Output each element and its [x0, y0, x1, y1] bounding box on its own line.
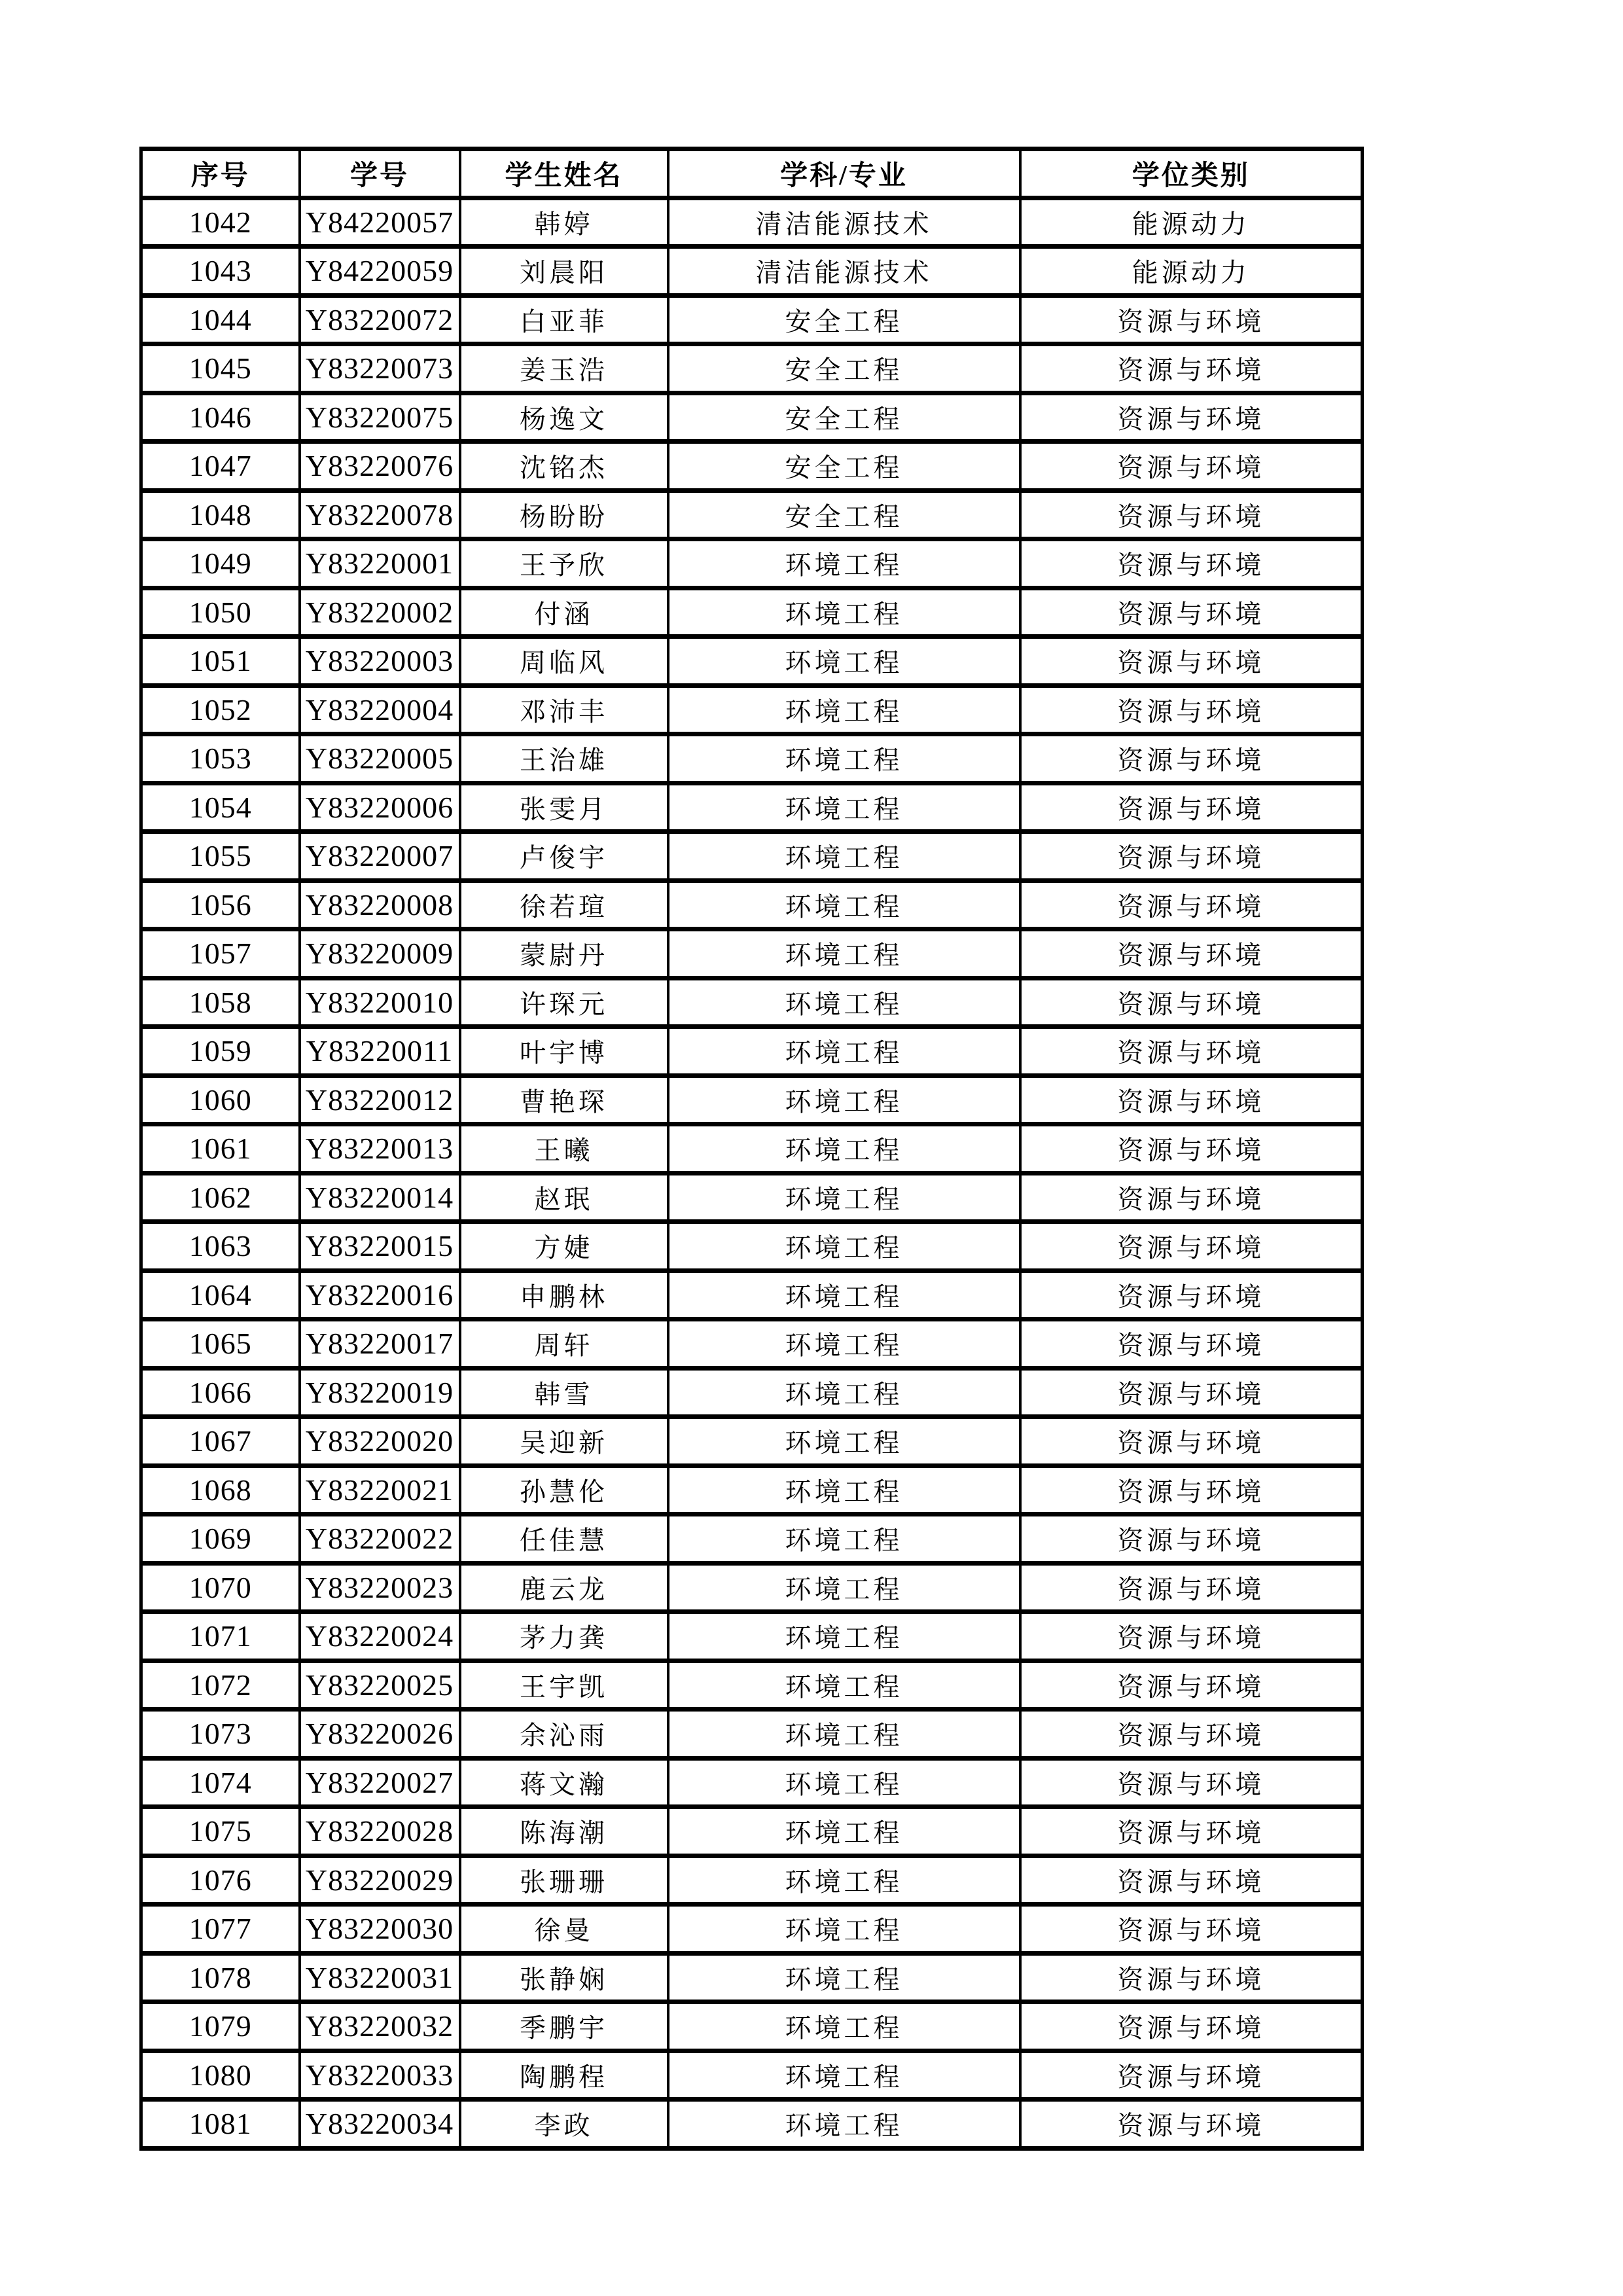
table-row	[141, 978, 1363, 1027]
cell-serial-number: 1074	[141, 1758, 300, 1807]
cell-student-id: Y83220073	[300, 344, 460, 393]
cell-major: 环境工程	[668, 1417, 1020, 1466]
cell-degree-category: 资源与环境	[1020, 880, 1363, 929]
table-row	[141, 1222, 1363, 1271]
table-row	[141, 1563, 1363, 1612]
cell-student-id: Y83220019	[300, 1368, 460, 1417]
cell-major: 环境工程	[668, 1758, 1020, 1807]
cell-degree-category: 资源与环境	[1020, 1660, 1363, 1710]
table-row	[141, 295, 1363, 344]
cell-student-name: 姜玉浩	[460, 344, 668, 393]
table-row	[141, 1710, 1363, 1759]
table-row	[141, 637, 1363, 686]
cell-serial-number: 1055	[141, 832, 300, 881]
cell-degree-category: 资源与环境	[1020, 1319, 1363, 1369]
cell-student-id: Y83220078	[300, 490, 460, 539]
cell-degree-category: 资源与环境	[1020, 1807, 1363, 1856]
cell-serial-number: 1062	[141, 1173, 300, 1222]
cell-student-name: 周轩	[460, 1319, 668, 1369]
table-row	[141, 734, 1363, 783]
cell-student-name: 韩雪	[460, 1368, 668, 1417]
cell-student-id: Y83220030	[300, 1905, 460, 1954]
cell-serial-number: 1056	[141, 880, 300, 929]
table-row	[141, 1856, 1363, 1905]
cell-student-id: Y83220031	[300, 1953, 460, 2002]
cell-major: 环境工程	[668, 1465, 1020, 1515]
cell-degree-category: 资源与环境	[1020, 1856, 1363, 1905]
table-row	[141, 1660, 1363, 1710]
cell-serial-number: 1052	[141, 685, 300, 734]
cell-serial-number: 1058	[141, 978, 300, 1027]
cell-major: 环境工程	[668, 2051, 1020, 2100]
cell-serial-number: 1065	[141, 1319, 300, 1369]
cell-major: 环境工程	[668, 1807, 1020, 1856]
cell-major: 环境工程	[668, 880, 1020, 929]
table-row	[141, 1368, 1363, 1417]
cell-major: 安全工程	[668, 442, 1020, 491]
table-row	[141, 2100, 1363, 2149]
table-row	[141, 1905, 1363, 1954]
cell-major: 环境工程	[668, 1319, 1020, 1369]
cell-serial-number: 1059	[141, 1027, 300, 1076]
cell-student-name: 许琛元	[460, 978, 668, 1027]
cell-student-id: Y83220020	[300, 1417, 460, 1466]
cell-major: 环境工程	[668, 1612, 1020, 1661]
cell-serial-number: 1069	[141, 1515, 300, 1564]
table-row	[141, 198, 1363, 247]
cell-major: 安全工程	[668, 344, 1020, 393]
table-row	[141, 2002, 1363, 2051]
cell-student-name: 韩婷	[460, 198, 668, 247]
cell-serial-number: 1070	[141, 1563, 300, 1612]
cell-student-name: 方婕	[460, 1222, 668, 1271]
cell-serial-number: 1050	[141, 588, 300, 637]
cell-student-name: 王治雄	[460, 734, 668, 783]
cell-serial-number: 1046	[141, 393, 300, 442]
cell-serial-number: 1081	[141, 2100, 300, 2149]
cell-serial-number: 1049	[141, 539, 300, 588]
cell-student-name: 蒋文瀚	[460, 1758, 668, 1807]
cell-serial-number: 1063	[141, 1222, 300, 1271]
cell-degree-category: 资源与环境	[1020, 1075, 1363, 1124]
cell-degree-category: 资源与环境	[1020, 734, 1363, 783]
cell-degree-category: 资源与环境	[1020, 783, 1363, 832]
cell-degree-category: 资源与环境	[1020, 588, 1363, 637]
cell-student-name: 叶宇博	[460, 1027, 668, 1076]
cell-major: 环境工程	[668, 1027, 1020, 1076]
cell-student-id: Y84220057	[300, 198, 460, 247]
cell-major: 安全工程	[668, 393, 1020, 442]
cell-student-name: 茅力龚	[460, 1612, 668, 1661]
cell-student-id: Y83220013	[300, 1124, 460, 1174]
cell-serial-number: 1066	[141, 1368, 300, 1417]
cell-student-name: 孙慧伦	[460, 1465, 668, 1515]
cell-student-id: Y83220028	[300, 1807, 460, 1856]
cell-student-name: 付涵	[460, 588, 668, 637]
cell-student-name: 卢俊宇	[460, 832, 668, 881]
cell-degree-category: 资源与环境	[1020, 1417, 1363, 1466]
cell-degree-category: 资源与环境	[1020, 1222, 1363, 1271]
cell-serial-number: 1072	[141, 1660, 300, 1710]
cell-degree-category: 资源与环境	[1020, 1465, 1363, 1515]
cell-serial-number: 1053	[141, 734, 300, 783]
cell-student-id: Y83220026	[300, 1710, 460, 1759]
cell-student-name: 邓沛丰	[460, 685, 668, 734]
cell-major: 环境工程	[668, 1368, 1020, 1417]
cell-student-name: 王宇凯	[460, 1660, 668, 1710]
cell-degree-category: 资源与环境	[1020, 2051, 1363, 2100]
cell-student-name: 陈海潮	[460, 1807, 668, 1856]
cell-degree-category: 资源与环境	[1020, 1953, 1363, 2002]
cell-serial-number: 1080	[141, 2051, 300, 2100]
table-row	[141, 1758, 1363, 1807]
cell-student-id: Y83220001	[300, 539, 460, 588]
cell-degree-category: 资源与环境	[1020, 393, 1363, 442]
cell-degree-category: 资源与环境	[1020, 2002, 1363, 2051]
cell-major: 环境工程	[668, 2100, 1020, 2149]
cell-student-id: Y83220004	[300, 685, 460, 734]
cell-serial-number: 1078	[141, 1953, 300, 2002]
cell-student-name: 徐曼	[460, 1905, 668, 1954]
cell-major: 环境工程	[668, 1710, 1020, 1759]
table-row	[141, 2051, 1363, 2100]
cell-student-name: 白亚菲	[460, 295, 668, 344]
cell-student-name: 季鹏宇	[460, 2002, 668, 2051]
table-row	[141, 1465, 1363, 1515]
table-row	[141, 490, 1363, 539]
cell-student-id: Y83220016	[300, 1270, 460, 1319]
cell-student-id: Y83220076	[300, 442, 460, 491]
cell-major: 清洁能源技术	[668, 198, 1020, 247]
cell-degree-category: 资源与环境	[1020, 2100, 1363, 2149]
cell-student-name: 沈铭杰	[460, 442, 668, 491]
table-header-row	[141, 149, 1363, 198]
cell-major: 环境工程	[668, 685, 1020, 734]
cell-serial-number: 1060	[141, 1075, 300, 1124]
cell-degree-category: 资源与环境	[1020, 539, 1363, 588]
cell-degree-category: 资源与环境	[1020, 637, 1363, 686]
cell-student-id: Y83220012	[300, 1075, 460, 1124]
cell-major: 环境工程	[668, 1222, 1020, 1271]
table-row	[141, 247, 1363, 296]
cell-student-name: 刘晨阳	[460, 247, 668, 296]
cell-major: 环境工程	[668, 539, 1020, 588]
cell-serial-number: 1054	[141, 783, 300, 832]
cell-student-id: Y83220009	[300, 929, 460, 978]
table-row	[141, 1612, 1363, 1661]
cell-degree-category: 资源与环境	[1020, 1758, 1363, 1807]
table-row	[141, 1124, 1363, 1174]
cell-major: 环境工程	[668, 637, 1020, 686]
column-header-degree-category: 学位类别	[1020, 149, 1363, 198]
cell-degree-category: 资源与环境	[1020, 978, 1363, 1027]
cell-major: 环境工程	[668, 978, 1020, 1027]
cell-student-id: Y83220002	[300, 588, 460, 637]
cell-student-name: 杨逸文	[460, 393, 668, 442]
cell-serial-number: 1068	[141, 1465, 300, 1515]
cell-student-id: Y83220033	[300, 2051, 460, 2100]
cell-student-id: Y83220008	[300, 880, 460, 929]
cell-degree-category: 资源与环境	[1020, 295, 1363, 344]
cell-student-id: Y83220017	[300, 1319, 460, 1369]
cell-student-name: 张雯月	[460, 783, 668, 832]
cell-student-id: Y83220022	[300, 1515, 460, 1564]
column-header-student-name: 学生姓名	[460, 149, 668, 198]
table-row	[141, 1807, 1363, 1856]
cell-major: 环境工程	[668, 929, 1020, 978]
cell-serial-number: 1067	[141, 1417, 300, 1466]
table-row	[141, 539, 1363, 588]
cell-major: 环境工程	[668, 1270, 1020, 1319]
table-row	[141, 929, 1363, 978]
table-row	[141, 1953, 1363, 2002]
cell-degree-category: 资源与环境	[1020, 685, 1363, 734]
cell-student-name: 吴迎新	[460, 1417, 668, 1466]
cell-student-id: Y83220029	[300, 1856, 460, 1905]
cell-student-id: Y83220021	[300, 1465, 460, 1515]
cell-major: 安全工程	[668, 490, 1020, 539]
cell-serial-number: 1077	[141, 1905, 300, 1954]
cell-major: 环境工程	[668, 734, 1020, 783]
cell-serial-number: 1075	[141, 1807, 300, 1856]
student-roster-table	[139, 147, 1364, 2151]
cell-degree-category: 资源与环境	[1020, 1173, 1363, 1222]
table-row	[141, 1515, 1363, 1564]
cell-major: 环境工程	[668, 783, 1020, 832]
cell-student-id: Y83220007	[300, 832, 460, 881]
cell-serial-number: 1051	[141, 637, 300, 686]
table-row	[141, 832, 1363, 881]
cell-student-id: Y83220014	[300, 1173, 460, 1222]
cell-degree-category: 资源与环境	[1020, 929, 1363, 978]
cell-student-id: Y83220003	[300, 637, 460, 686]
cell-student-name: 曹艳琛	[460, 1075, 668, 1124]
cell-serial-number: 1045	[141, 344, 300, 393]
cell-major: 环境工程	[668, 1660, 1020, 1710]
cell-serial-number: 1043	[141, 247, 300, 296]
table-row	[141, 1075, 1363, 1124]
cell-serial-number: 1076	[141, 1856, 300, 1905]
table-row	[141, 393, 1363, 442]
cell-student-id: Y84220059	[300, 247, 460, 296]
cell-major: 安全工程	[668, 295, 1020, 344]
cell-student-name: 张珊珊	[460, 1856, 668, 1905]
cell-serial-number: 1071	[141, 1612, 300, 1661]
cell-degree-category: 能源动力	[1020, 247, 1363, 296]
cell-degree-category: 资源与环境	[1020, 1905, 1363, 1954]
cell-degree-category: 能源动力	[1020, 198, 1363, 247]
cell-serial-number: 1057	[141, 929, 300, 978]
table-row	[141, 1270, 1363, 1319]
table-row	[141, 685, 1363, 734]
cell-student-id: Y83220027	[300, 1758, 460, 1807]
cell-major: 环境工程	[668, 1173, 1020, 1222]
table-row	[141, 1319, 1363, 1369]
cell-serial-number: 1048	[141, 490, 300, 539]
cell-degree-category: 资源与环境	[1020, 1563, 1363, 1612]
cell-serial-number: 1079	[141, 2002, 300, 2051]
cell-student-name: 王予欣	[460, 539, 668, 588]
table-row	[141, 1173, 1363, 1222]
cell-student-id: Y83220006	[300, 783, 460, 832]
cell-student-name: 余沁雨	[460, 1710, 668, 1759]
cell-major: 环境工程	[668, 1905, 1020, 1954]
cell-degree-category: 资源与环境	[1020, 1368, 1363, 1417]
cell-student-id: Y83220005	[300, 734, 460, 783]
cell-student-id: Y83220023	[300, 1563, 460, 1612]
cell-student-id: Y83220034	[300, 2100, 460, 2149]
cell-major: 环境工程	[668, 832, 1020, 881]
cell-student-name: 陶鹏程	[460, 2051, 668, 2100]
cell-major: 清洁能源技术	[668, 247, 1020, 296]
cell-degree-category: 资源与环境	[1020, 442, 1363, 491]
cell-serial-number: 1064	[141, 1270, 300, 1319]
column-header-student-id: 学号	[300, 149, 460, 198]
column-header-serial-number: 序号	[141, 149, 300, 198]
cell-major: 环境工程	[668, 2002, 1020, 2051]
cell-degree-category: 资源与环境	[1020, 832, 1363, 881]
cell-serial-number: 1073	[141, 1710, 300, 1759]
cell-degree-category: 资源与环境	[1020, 1515, 1363, 1564]
table-row	[141, 1417, 1363, 1466]
cell-degree-category: 资源与环境	[1020, 1124, 1363, 1174]
cell-serial-number: 1047	[141, 442, 300, 491]
cell-degree-category: 资源与环境	[1020, 1270, 1363, 1319]
cell-student-name: 杨盼盼	[460, 490, 668, 539]
cell-student-name: 周临风	[460, 637, 668, 686]
cell-major: 环境工程	[668, 1075, 1020, 1124]
cell-major: 环境工程	[668, 588, 1020, 637]
cell-major: 环境工程	[668, 1124, 1020, 1174]
cell-student-name: 赵珉	[460, 1173, 668, 1222]
column-header-major: 学科/专业	[668, 149, 1020, 198]
cell-student-id: Y83220072	[300, 295, 460, 344]
cell-student-name: 鹿云龙	[460, 1563, 668, 1612]
cell-serial-number: 1061	[141, 1124, 300, 1174]
table-row	[141, 442, 1363, 491]
cell-student-name: 徐若瑄	[460, 880, 668, 929]
cell-degree-category: 资源与环境	[1020, 1612, 1363, 1661]
cell-major: 环境工程	[668, 1515, 1020, 1564]
table-row	[141, 1027, 1363, 1076]
cell-student-name: 蒙尉丹	[460, 929, 668, 978]
cell-degree-category: 资源与环境	[1020, 344, 1363, 393]
cell-degree-category: 资源与环境	[1020, 1027, 1363, 1076]
cell-degree-category: 资源与环境	[1020, 1710, 1363, 1759]
cell-student-name: 王曦	[460, 1124, 668, 1174]
cell-student-id: Y83220025	[300, 1660, 460, 1710]
cell-student-id: Y83220032	[300, 2002, 460, 2051]
cell-student-name: 任佳慧	[460, 1515, 668, 1564]
cell-student-name: 张静娴	[460, 1953, 668, 2002]
cell-serial-number: 1042	[141, 198, 300, 247]
table-row	[141, 880, 1363, 929]
cell-degree-category: 资源与环境	[1020, 490, 1363, 539]
cell-student-id: Y83220010	[300, 978, 460, 1027]
table-body	[141, 198, 1363, 2148]
cell-major: 环境工程	[668, 1563, 1020, 1612]
cell-major: 环境工程	[668, 1856, 1020, 1905]
cell-student-id: Y83220011	[300, 1027, 460, 1076]
table-row	[141, 344, 1363, 393]
cell-student-id: Y83220024	[300, 1612, 460, 1661]
cell-student-name: 李政	[460, 2100, 668, 2149]
cell-major: 环境工程	[668, 1953, 1020, 2002]
cell-student-name: 申鹏林	[460, 1270, 668, 1319]
cell-student-id: Y83220015	[300, 1222, 460, 1271]
cell-student-id: Y83220075	[300, 393, 460, 442]
table-row	[141, 588, 1363, 637]
cell-serial-number: 1044	[141, 295, 300, 344]
table-row	[141, 783, 1363, 832]
